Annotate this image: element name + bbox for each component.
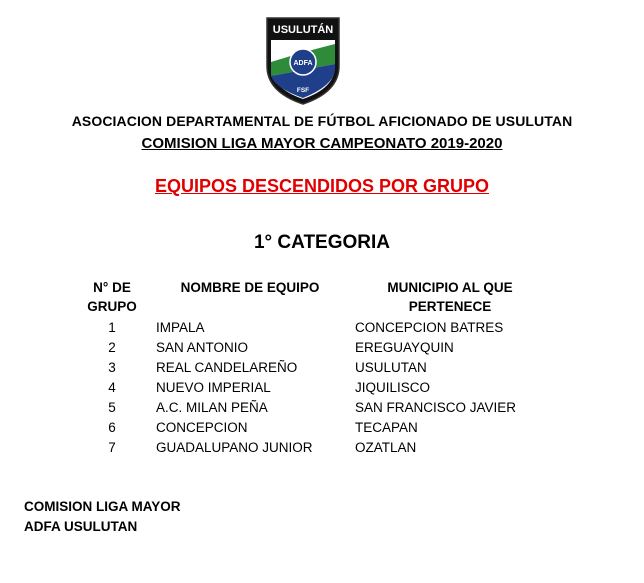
team-name: SAN ANTONIO — [156, 340, 249, 355]
col-header-muni-line1: MUNICIPIO AL QUE — [387, 280, 513, 295]
col-header-municipio — [355, 278, 545, 316]
table-row — [0, 338, 644, 358]
table-row — [0, 438, 644, 458]
league-subtitle: COMISION LIGA MAYOR CAMPEONATO 2019-2020 — [141, 135, 503, 152]
grupo-number: 4 — [108, 380, 116, 395]
relegated-teams-title: EQUIPOS DESCENDIDOS POR GRUPO — [154, 176, 490, 196]
municipality: TECAPAN — [355, 420, 418, 435]
teams-table — [0, 318, 644, 458]
col-header-grupo-line1: N° DE — [93, 280, 131, 295]
association-title: ASOCIACION DEPARTAMENTAL DE FÚTBOL AFICIONADO DE USULUTAN — [71, 113, 573, 129]
team-name: A.C. MILAN PEÑA — [156, 400, 268, 415]
grupo-number: 5 — [108, 400, 116, 415]
table-row — [0, 418, 644, 438]
team-name: IMPALA — [156, 320, 205, 335]
municipality: USULUTAN — [355, 360, 427, 375]
municipality: JIQUILISCO — [355, 380, 431, 395]
grupo-number: 7 — [108, 440, 116, 455]
adfa-usulutan-logo — [263, 14, 343, 106]
logo-badge-text: ADFA — [293, 60, 313, 67]
table-row — [0, 398, 644, 418]
municipality: EREGUAYQUIN — [355, 340, 454, 355]
table-row — [0, 358, 644, 378]
municipality: SAN FRANCISCO JAVIER — [355, 400, 517, 415]
grupo-number: 2 — [108, 340, 116, 355]
team-name: REAL CANDELAREÑO — [156, 360, 298, 375]
col-header-grupo-line2: GRUPO — [87, 299, 137, 314]
col-header-grupo — [80, 278, 144, 316]
grupo-number: 6 — [108, 420, 116, 435]
footer-commission: COMISION LIGA MAYOR — [24, 499, 181, 514]
logo-top-text: USULUTÁN — [272, 24, 334, 36]
table-row — [0, 378, 644, 398]
col-header-nombre: NOMBRE DE EQUIPO — [180, 280, 320, 295]
category-heading: 1° CATEGORIA — [253, 232, 391, 253]
logo-bottom-text: FSF — [296, 87, 310, 94]
municipality: OZATLAN — [355, 440, 417, 455]
municipality: CONCEPCION BATRES — [355, 320, 504, 335]
col-header-muni-line2: PERTENECE — [408, 299, 492, 314]
grupo-number: 3 — [108, 360, 116, 375]
team-name: CONCEPCION — [156, 420, 248, 435]
grupo-number: 1 — [108, 320, 116, 335]
table-row — [0, 318, 644, 338]
team-name: NUEVO IMPERIAL — [156, 380, 271, 395]
footer-organization: ADFA USULUTAN — [24, 519, 138, 534]
team-name: GUADALUPANO JUNIOR — [156, 440, 313, 455]
